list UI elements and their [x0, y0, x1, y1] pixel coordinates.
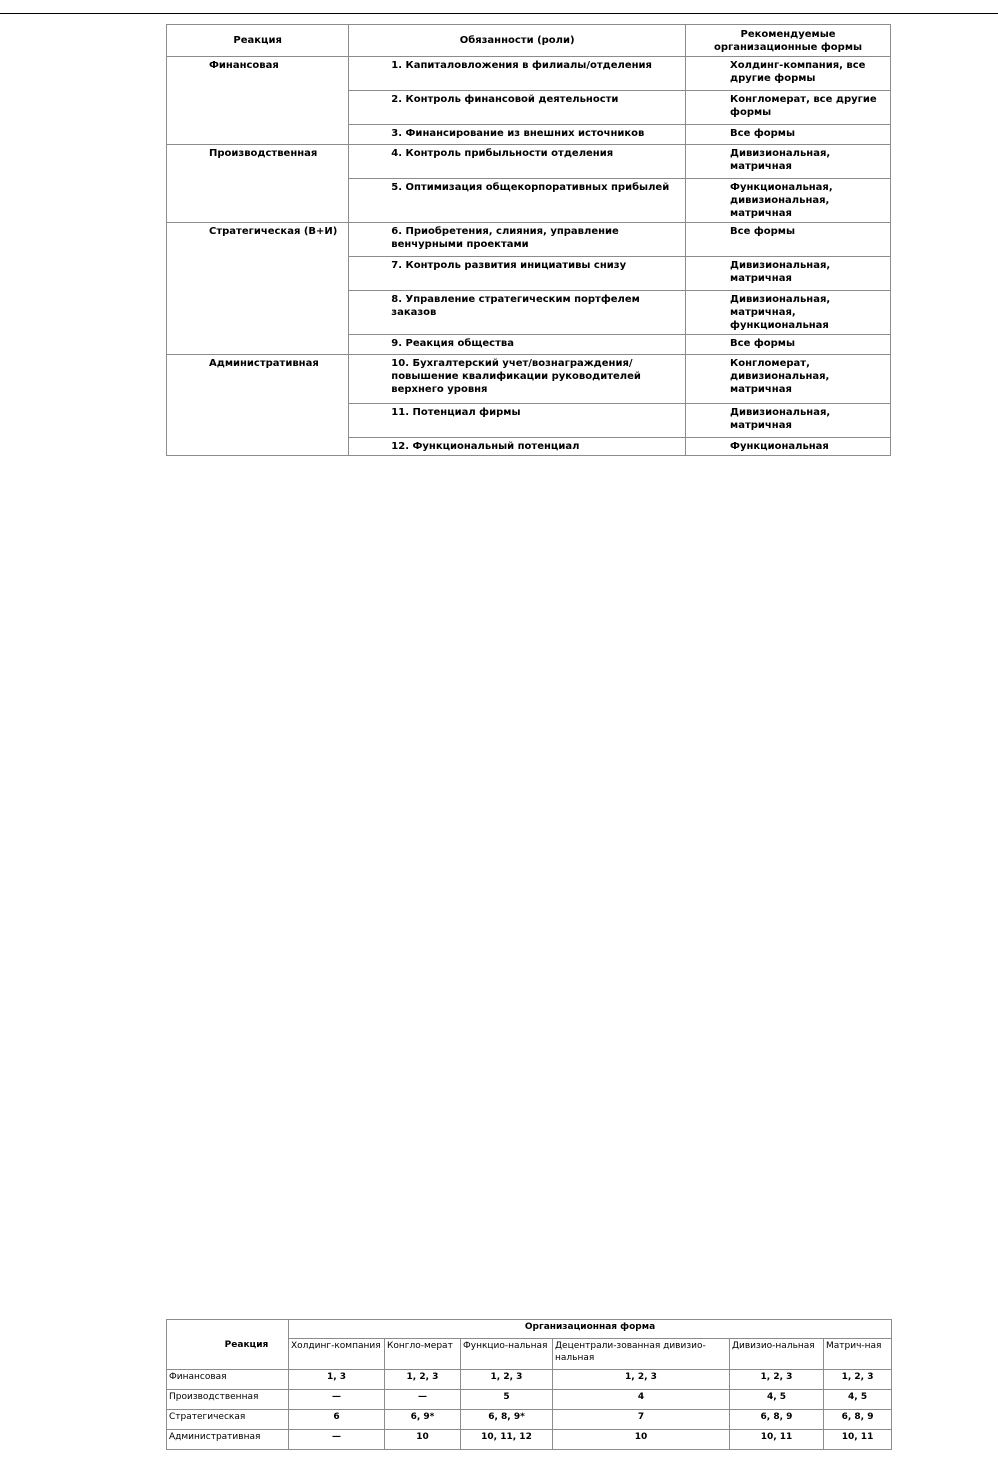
table-cell: 10, 11 [824, 1430, 892, 1450]
column-header: Дивизио-нальная [730, 1339, 824, 1370]
table-row [167, 1390, 892, 1410]
table-cell: 4, 5 [824, 1390, 892, 1410]
table-header-row [167, 1320, 892, 1339]
table-row [167, 57, 891, 91]
header-reaction: Реакция [167, 1320, 289, 1370]
form-cell: Функциональная, дивизиональная, матричная [686, 179, 891, 223]
table-cell: — [289, 1430, 385, 1450]
table-row [167, 1430, 892, 1450]
table-cell: 1, 2, 3 [553, 1370, 730, 1390]
table-row [167, 1410, 892, 1430]
table-cell: 10, 11, 12 [461, 1430, 553, 1450]
duty-cell: 4. Контроль прибыльности отделения [349, 145, 686, 179]
row-label: Административная [167, 1430, 289, 1450]
table-cell: 1, 2, 3 [461, 1370, 553, 1390]
table-row [167, 355, 891, 404]
column-header: Децентрали-зованная дивизио-нальная [553, 1339, 730, 1370]
duty-cell: 8. Управление стратегическим портфелем заказов [349, 291, 686, 335]
duty-cell: 10. Бухгалтерский учет/вознаграждения/повышение квалификации руководителей верхнего уровня [349, 355, 686, 404]
reaction-cell: Производственная [167, 145, 349, 223]
table-cell: 10 [385, 1430, 461, 1450]
duty-cell: 12. Функциональный потенциал [349, 438, 686, 456]
duty-cell: 7. Контроль развития инициативы снизу [349, 257, 686, 291]
form-cell: Функциональная [686, 438, 891, 456]
table-cell: 6, 8, 9* [461, 1410, 553, 1430]
table-cell: 5 [461, 1390, 553, 1410]
table-cell: 10 [553, 1430, 730, 1450]
reaction-cell: Финансовая [167, 57, 349, 145]
table-cell: 6 [289, 1410, 385, 1430]
reaction-cell: Административная [167, 355, 349, 456]
duty-cell: 1. Капиталовложения в филиалы/отделения [349, 57, 686, 91]
column-header: Холдинг-компания [289, 1339, 385, 1370]
form-cell: Дивизиональная, матричная [686, 145, 891, 179]
form-cell: Конгломерат, дивизиональная, матричная [686, 355, 891, 404]
duty-cell: 6. Приобретения, слияния, управление венчурными проектами [349, 223, 686, 257]
form-cell: Холдинг-компания, все другие формы [686, 57, 891, 91]
table-cell: 6, 9* [385, 1410, 461, 1430]
table-cell: 7 [553, 1410, 730, 1430]
responsibilities-table [166, 24, 891, 456]
table-row [167, 223, 891, 257]
row-label: Финансовая [167, 1370, 289, 1390]
table-header-row [167, 25, 891, 57]
page-top-rule [0, 13, 998, 14]
table-cell: 1, 2, 3 [824, 1370, 892, 1390]
column-header: Конгло-мерат [385, 1339, 461, 1370]
duty-cell: 9. Реакция общества [349, 335, 686, 355]
row-label: Стратегическая [167, 1410, 289, 1430]
table-cell: 4, 5 [730, 1390, 824, 1410]
table-cell: — [289, 1390, 385, 1410]
form-cell: Дивизиональная, матричная [686, 404, 891, 438]
form-cell: Все формы [686, 335, 891, 355]
header-org-form: Организационная форма [289, 1320, 892, 1339]
table-cell: 1, 3 [289, 1370, 385, 1390]
duty-cell: 2. Контроль финансовой деятельности [349, 91, 686, 125]
duty-cell: 3. Финансирование из внешних источников [349, 125, 686, 145]
header-duties: Обязанности (роли) [349, 25, 686, 57]
table-cell: 1, 2, 3 [730, 1370, 824, 1390]
table-cell: 6, 8, 9 [730, 1410, 824, 1430]
table-cell: — [385, 1390, 461, 1410]
org-forms-matrix-table [166, 1319, 892, 1450]
header-reaction: Реакция [167, 25, 349, 57]
form-cell: Все формы [686, 125, 891, 145]
column-header: Функцио-нальная [461, 1339, 553, 1370]
table-row [167, 145, 891, 179]
column-header: Матрич-ная [824, 1339, 892, 1370]
row-label: Производственная [167, 1390, 289, 1410]
duty-cell: 11. Потенциал фирмы [349, 404, 686, 438]
table-cell: 6, 8, 9 [824, 1410, 892, 1430]
duty-cell: 5. Оптимизация общекорпоративных прибылей [349, 179, 686, 223]
form-cell: Конгломерат, все другие формы [686, 91, 891, 125]
header-forms: Рекомендуемые организационные формы [686, 25, 891, 57]
table-cell: 4 [553, 1390, 730, 1410]
table-cell: 1, 2, 3 [385, 1370, 461, 1390]
table-cell: 10, 11 [730, 1430, 824, 1450]
form-cell: Дивизиональная, матричная [686, 257, 891, 291]
form-cell: Все формы [686, 223, 891, 257]
reaction-cell: Стратегическая (В+И) [167, 223, 349, 355]
form-cell: Дивизиональная, матричная, функциональная [686, 291, 891, 335]
table-row [167, 1370, 892, 1390]
